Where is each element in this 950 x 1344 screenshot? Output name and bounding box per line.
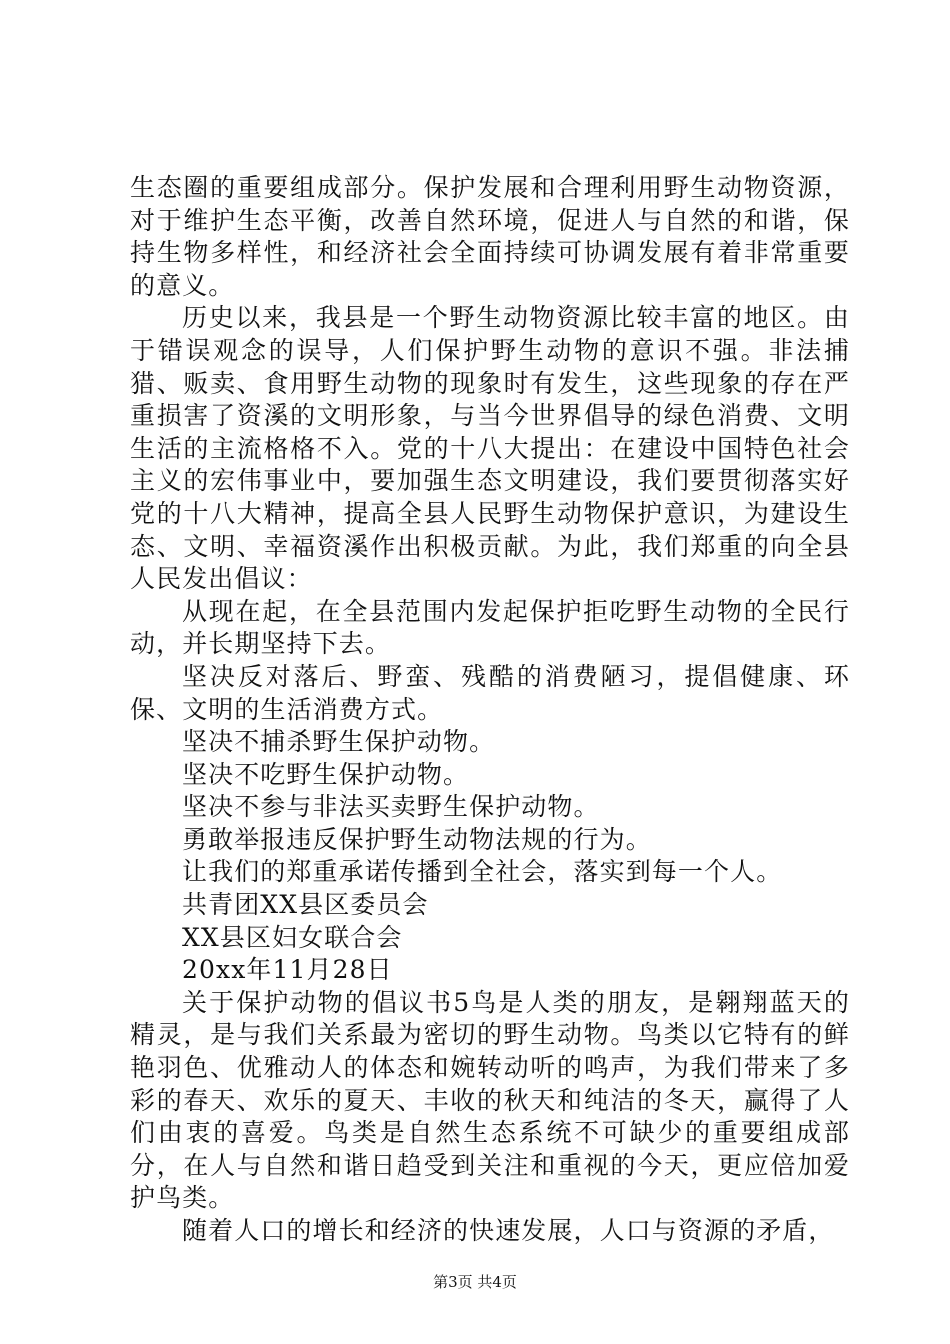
paragraph-population: 随着人口的增长和经济的快速发展，人口与资源的矛盾，: [182, 1216, 835, 1245]
paragraph-history: 历史以来，我县是一个野生动物资源比较丰富的地区。由于错误观念的误导，人们保护野生动物的意识不强。非法捕猎、贩卖、食用野生动物的现象时有发生，这些现象的存在严重损害了资溪的文明形象，与当今世界倡导的绿色消费、文明生活的主流格格不入。党的十八大提出：在建设中国特色社会主义的宏伟事业中，要加强生态文明建设，我们要贯彻落实好党的十八大精神，提高全县人民野生动物保护意识，为建设生态、文明、幸福资溪作出积极贡献。为此，我们郑重的向全县人民发出倡议：: [130, 303, 850, 594]
page-footer: 第3页 共4页: [433, 1273, 517, 1291]
closing-line: 让我们的郑重承诺传播到全社会，落实到每一个人。: [182, 857, 783, 887]
signature-womens-federation: XX县区妇女联合会: [182, 922, 403, 952]
proposal-item-5: 坚决不参与非法买卖野生保护动物。: [182, 792, 600, 822]
paragraph-continuation: 生态圈的重要组成部分。保护发展和合理利用野生动物资源，对于维护生态平衡，改善自然环境，促进人与自然的和谐，保持生物多样性，和经济社会全面持续可协调发展有着非常重要的意义。: [130, 173, 850, 300]
proposal-item-1: 从现在起，在全县范围内发起保护拒吃野生动物的全民行动，并长期坚持下去。: [130, 596, 850, 659]
proposal-item-3: 坚决不捕杀野生保护动物。: [182, 727, 496, 757]
paragraph-birds: 关于保护动物的倡议书5鸟是人类的朋友，是翱翔蓝天的精灵，是与我们关系最为密切的野生动物。鸟类以它特有的鲜艳羽色、优雅动人的体态和婉转动听的鸣声，为我们带来了多彩的春天、欢乐的夏天、丰收的秋天和纯洁的冬天，赢得了人们由衷的喜爱。鸟类是自然生态系统不可缺少的重要组成部分，在人与自然和谐日趋受到关注和重视的今天，更应倍加爱护鸟类。: [130, 987, 850, 1213]
proposal-item-4: 坚决不吃野生保护动物。: [182, 759, 470, 789]
document-body: [130, 172, 850, 1248]
proposal-item-6: 勇敢举报违反保护野生动物法规的行为。: [182, 824, 652, 854]
signature-youth-league: 共青团XX县区委员会: [182, 890, 429, 920]
signature-date: 20xx年11月28日: [182, 955, 393, 985]
proposal-item-2: 坚决反对落后、野蛮、残酷的消费陋习，提倡健康、环保、文明的生活消费方式。: [130, 661, 850, 724]
